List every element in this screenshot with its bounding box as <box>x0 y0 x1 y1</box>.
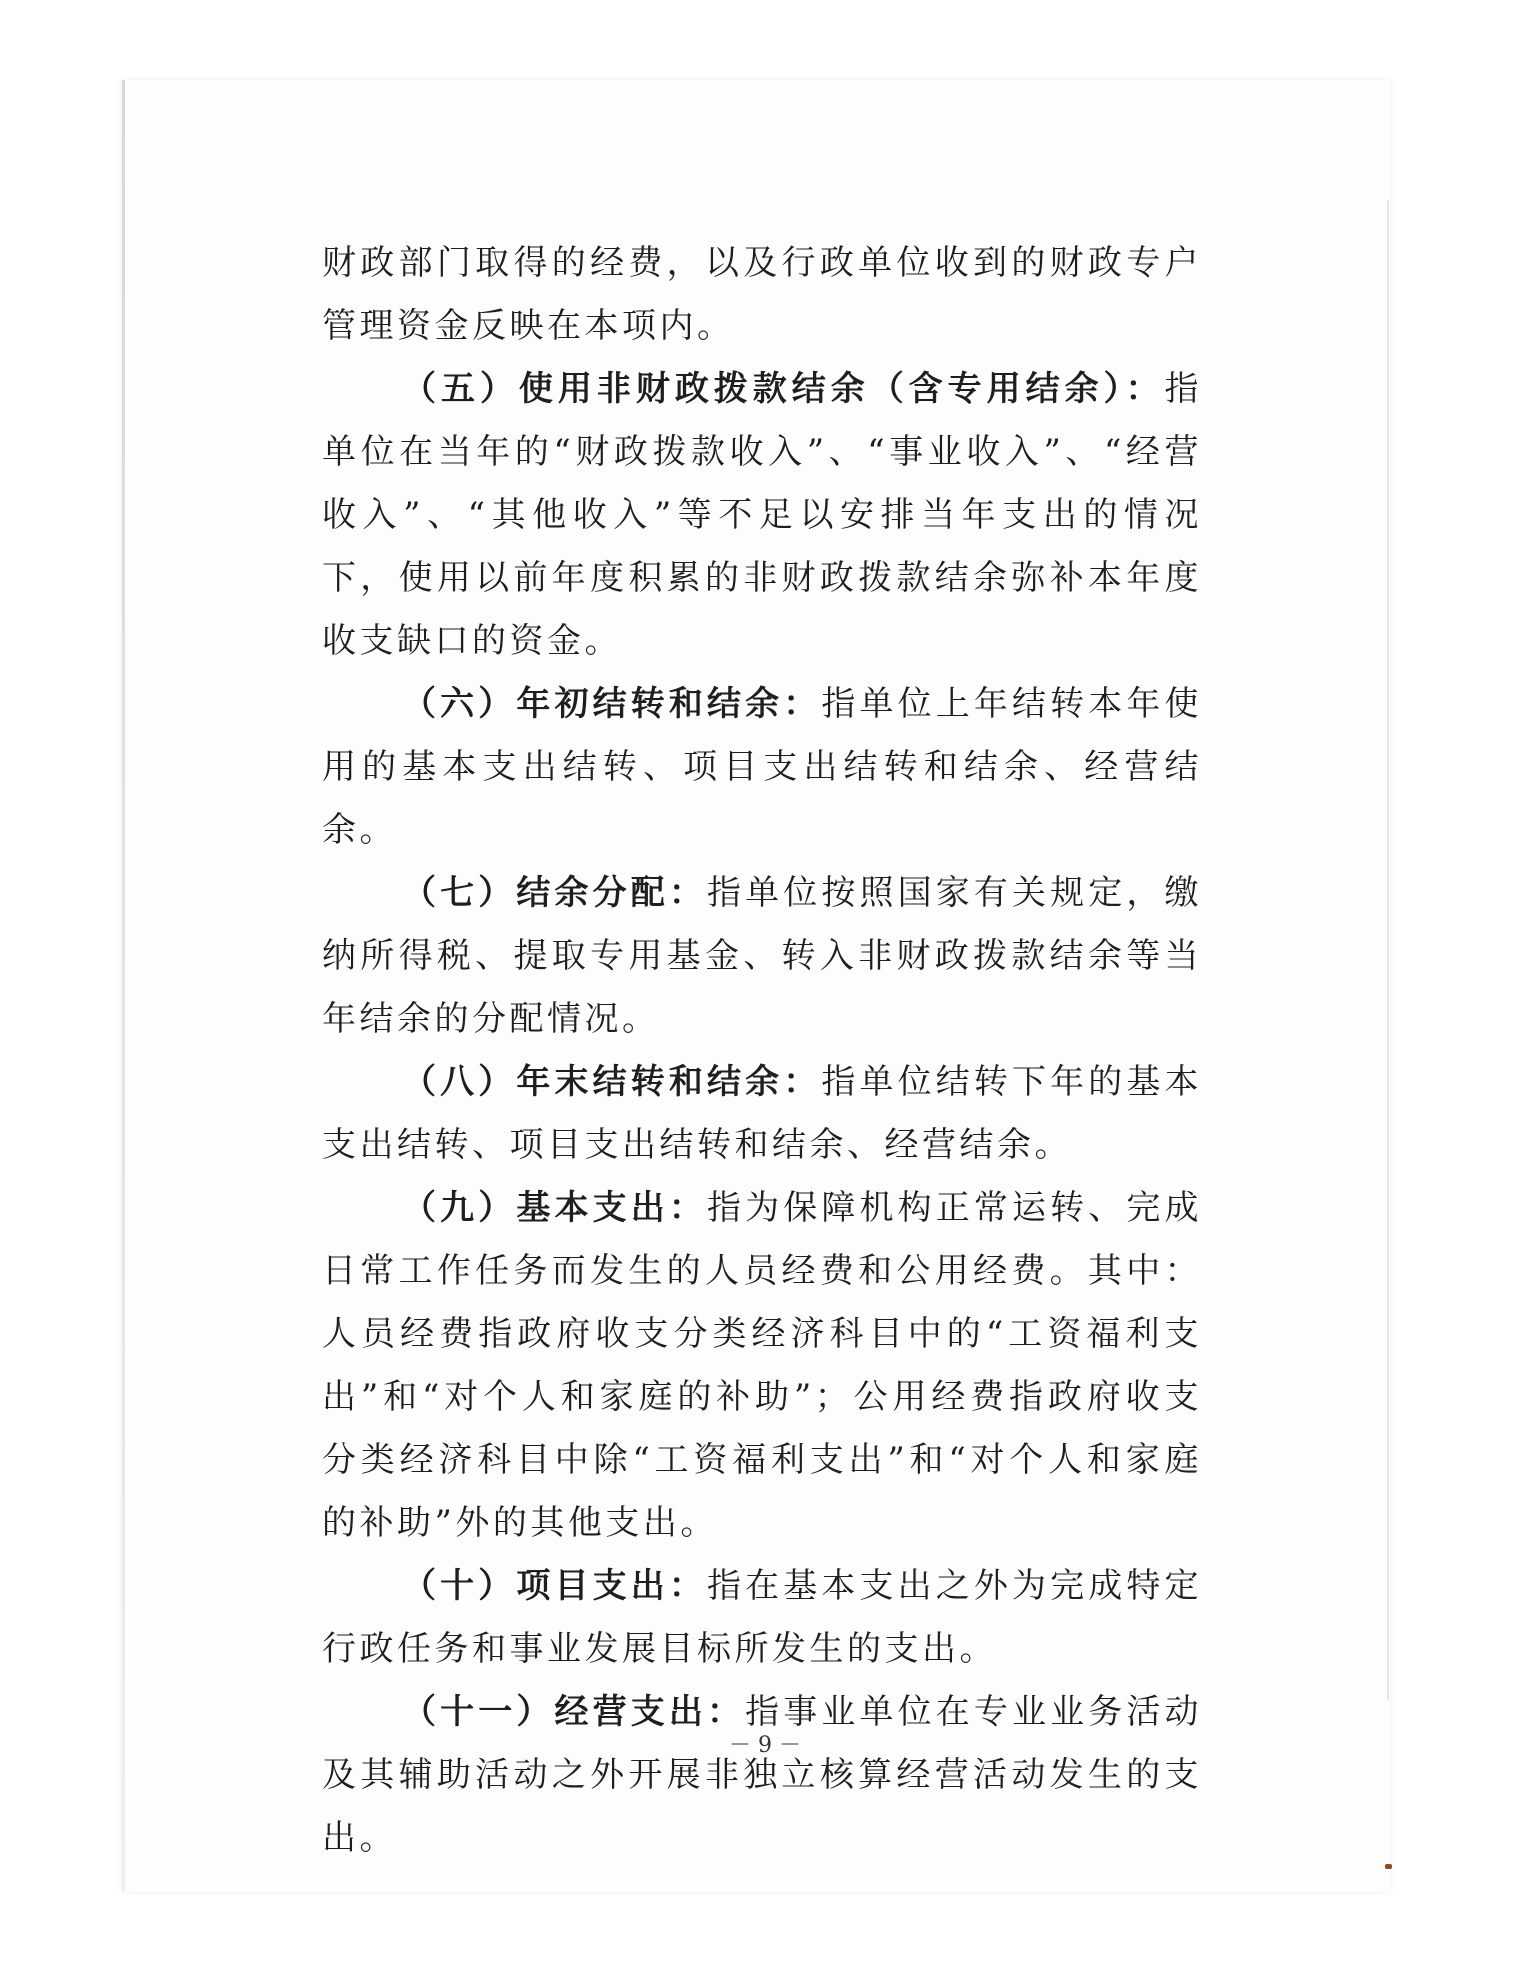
paragraph-text: 指单位按照国家有关规定，缴纳所得税、提取专用基金、转入非财政拨款结余等当年结余的分配情况。 <box>322 873 1202 1039</box>
document-body <box>322 232 1202 1870</box>
paragraph-6 <box>322 1177 1202 1555</box>
scan-ink-speck <box>1385 1864 1392 1869</box>
section-heading: （九）基本支出： <box>402 1188 707 1228</box>
paragraph-5 <box>322 1051 1202 1177</box>
paragraph-7 <box>322 1555 1202 1681</box>
paragraph-4 <box>322 862 1202 1051</box>
paragraph-text: 指在基本支出之外为完成特定行政任务和事业发展目标所发生的支出。 <box>322 1566 1202 1669</box>
section-heading: （六）年初结转和结余： <box>402 684 822 724</box>
section-heading: （八）年末结转和结余： <box>402 1062 822 1102</box>
paragraph-8 <box>322 1681 1202 1870</box>
paragraph-text: 指单位上年结转本年使用的基本支出结转、项目支出结转和结余、经营结余。 <box>322 684 1202 850</box>
page-number: － 9 － <box>729 1733 801 1758</box>
section-heading: （十）项目支出： <box>402 1566 707 1606</box>
paragraph-1 <box>322 232 1202 358</box>
section-heading: （五）使用非财政拨款结余（含专用结余）： <box>402 369 1165 409</box>
paragraph-text: 指为保障机构正常运转、完成日常工作任务而发生的人员经费和公用经费。其中：人员经费指政府收支分类经济科目中的“工资福利支出”和“对个人和家庭的补助”；公用经费指政府收支分类经济科目中除“工资福利支出”和“对个人和家庭的补助”外的其他支出。 <box>322 1188 1202 1543</box>
paragraph-text: 指事业单位在专业业务活动及其辅助活动之外开展非独立核算经营活动发生的支出。 <box>322 1692 1202 1858</box>
paragraph-text: 指单位结转下年的基本支出结转、项目支出结转和结余、经营结余。 <box>322 1062 1202 1165</box>
section-heading: （十一）经营支出： <box>402 1692 746 1732</box>
paragraph-2 <box>322 358 1202 673</box>
section-heading: （七）结余分配： <box>402 873 707 913</box>
page-right-edge <box>1387 200 1389 1700</box>
paragraph-text: 指单位在当年的“财政拨款收入”、“事业收入”、“经营收入”、“其他收入”等不足以安排当年支出的情况下，使用以前年度积累的非财政拨款结余弥补本年度收支缺口的资金。 <box>322 369 1202 661</box>
page-left-edge <box>122 80 125 1892</box>
paragraph-3 <box>322 673 1202 862</box>
paragraph-text: 财政部门取得的经费，以及行政单位收到的财政专户管理资金反映在本项内。 <box>322 243 1202 346</box>
